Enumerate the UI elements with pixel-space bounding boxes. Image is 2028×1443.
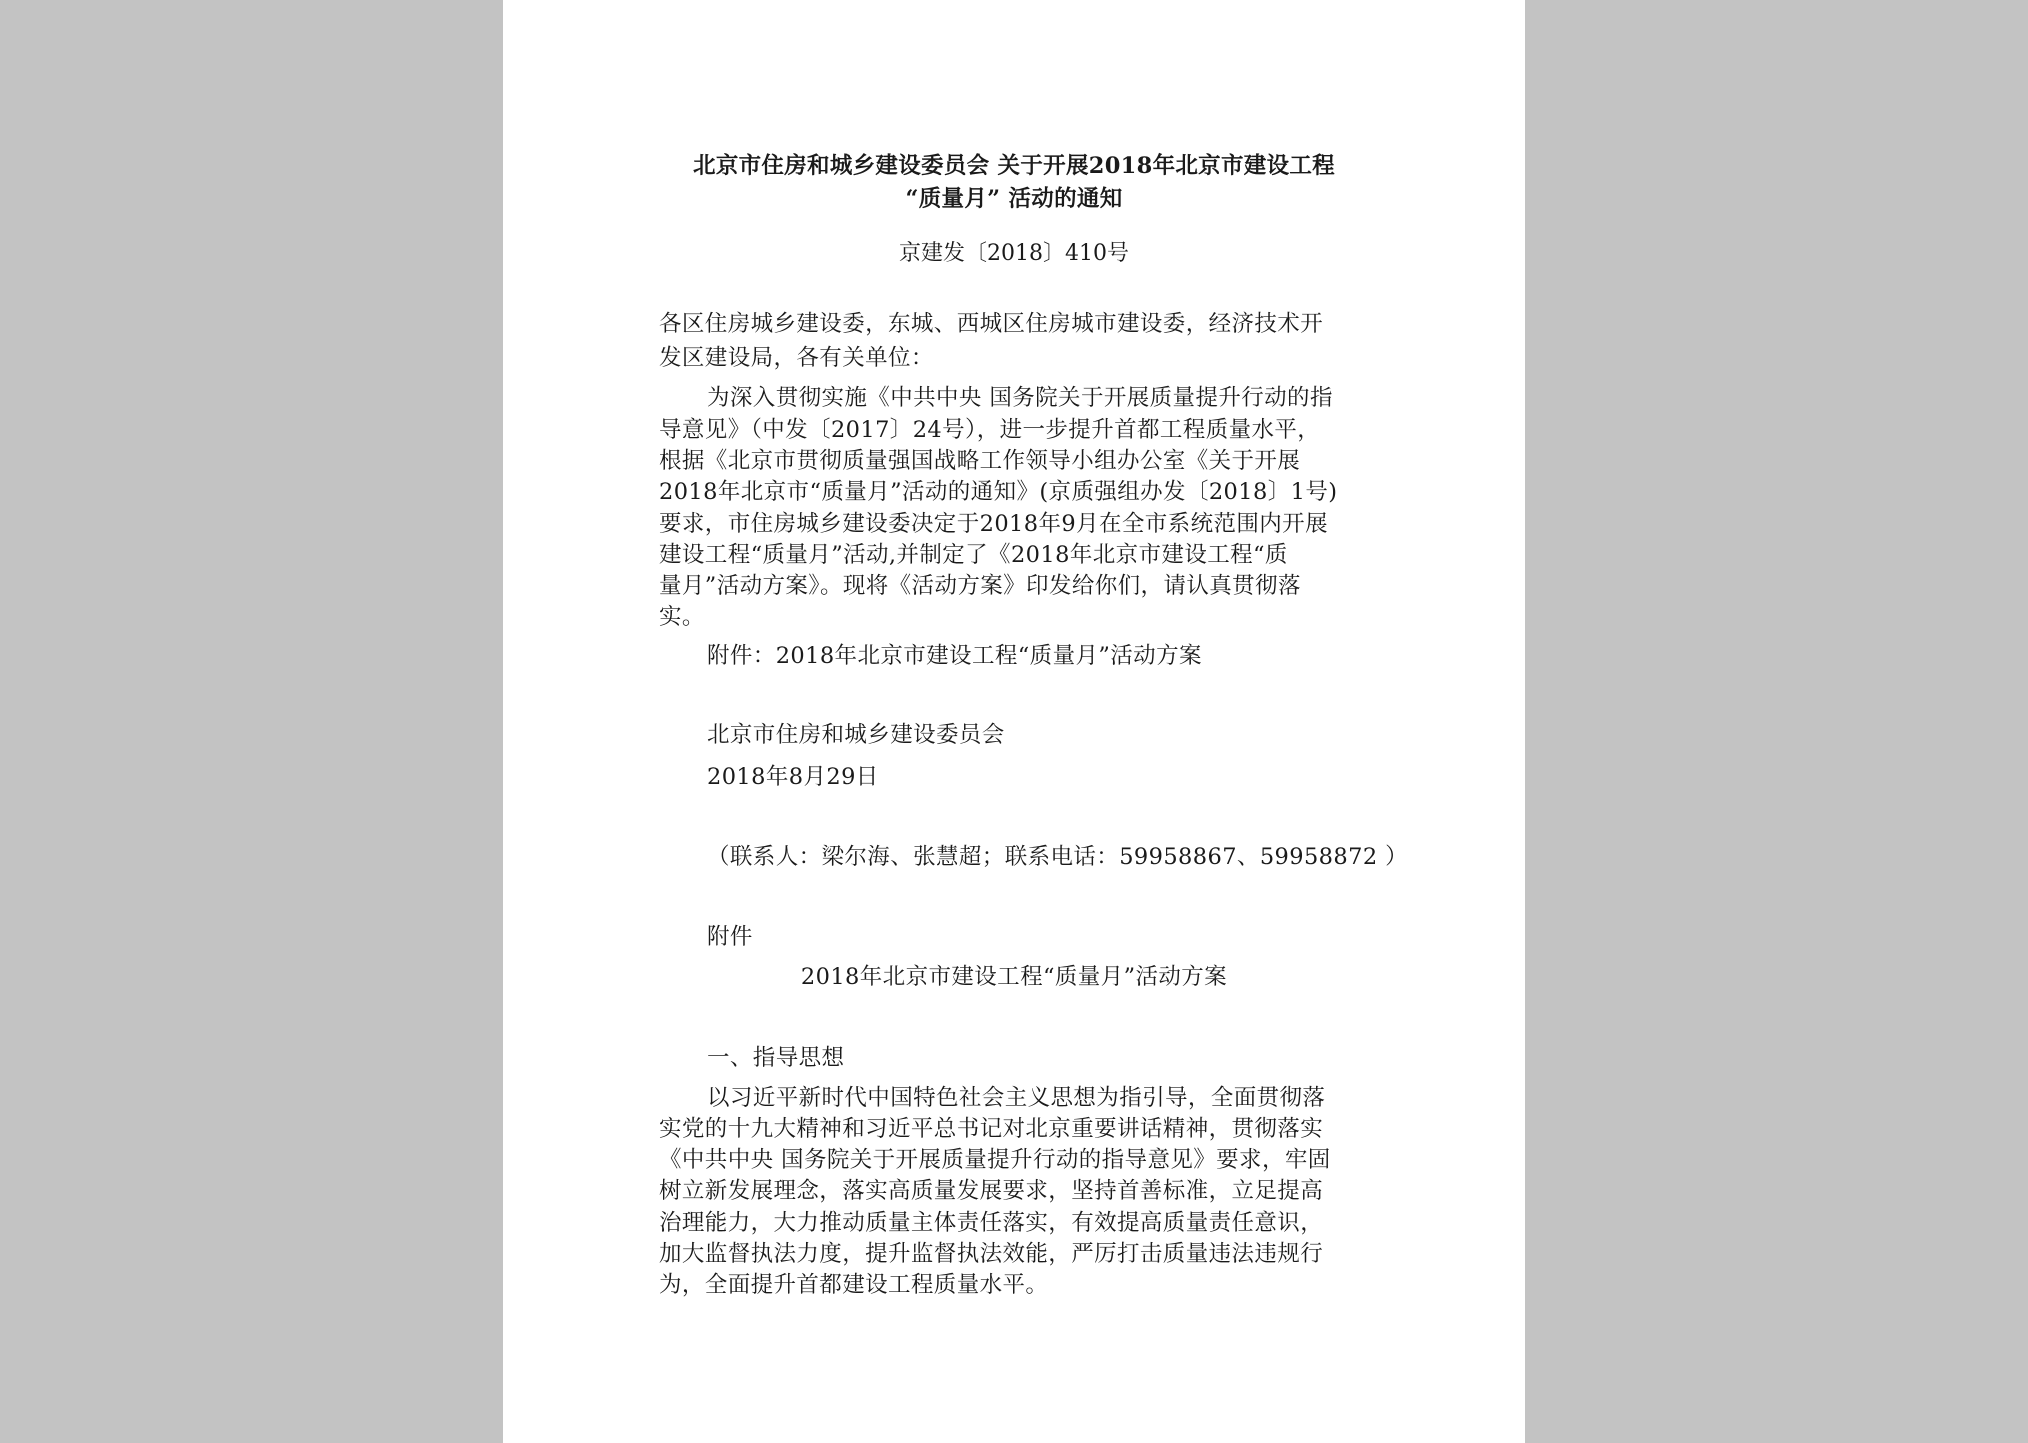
issue-date: 2018年8月29日 (707, 764, 879, 790)
body-paragraph-line: 实。 (659, 604, 705, 630)
body-paragraph-line: 根据《北京市贯彻质量强国战略工作领导小组办公室《关于开展 (659, 448, 1301, 474)
attachment-title: 2018年北京市建设工程“质量月”活动方案 (800, 964, 1228, 990)
body-paragraph-line: 要求，市住房城乡建设委决定于2018年9月在全市系统范围内开展 (659, 511, 1328, 537)
body-paragraph-line: 2018年北京市“质量月”活动的通知》(京质强组办发〔2018〕1号) (659, 479, 1338, 505)
body-paragraph-line: 导意见》（中发〔2017〕24号），进一步提升首都工程质量水平， (659, 417, 1321, 443)
section-paragraph-line: 《中共中央 国务院关于开展质量提升行动的指导意见》要求，牢固 (659, 1147, 1331, 1173)
body-paragraph-line: 建设工程“质量月”活动,并制定了《2018年北京市建设工程“质 (659, 542, 1288, 568)
contact-info: （联系人：梁尔海、张慧超；联系电话：59958867、59958872 ） (707, 844, 1408, 870)
addressee-line: 各区住房城乡建设委，东城、西城区住房城市建设委，经济技术开 (659, 311, 1324, 337)
section-paragraph-line: 治理能力，大力推动质量主体责任落实，有效提高质量责任意识， (659, 1210, 1324, 1236)
section-paragraph-line: 为，全面提升首都建设工程质量水平。 (659, 1272, 1049, 1298)
document-title-line-1: 北京市住房和城乡建设委员会 关于开展2018年北京市建设工程 (693, 153, 1335, 179)
body-paragraph-line: 为深入贯彻实施《中共中央 国务院关于开展质量提升行动的指 (707, 385, 1333, 411)
document-page (503, 0, 1525, 1443)
section-paragraph-line: 以习近平新时代中国特色社会主义思想为指引导，全面贯彻落 (707, 1085, 1326, 1111)
addressee-line: 发区建设局，各有关单位： (659, 345, 934, 371)
section-heading: 一、指导思想 (707, 1045, 845, 1071)
body-paragraph-line: 量月”活动方案》。现将《活动方案》印发给你们，请认真贯彻落 (659, 573, 1301, 599)
document-title-line-2: “质量月” 活动的通知 (905, 186, 1123, 212)
attachment-label: 附件 (707, 924, 753, 950)
issuer-name: 北京市住房和城乡建设委员会 (707, 722, 1005, 748)
section-paragraph-line: 树立新发展理念，落实高质量发展要求，坚持首善标准，立足提高 (659, 1178, 1324, 1204)
document-number: 京建发〔2018〕410号 (899, 241, 1129, 266)
attachment-note: 附件：2018年北京市建设工程“质量月”活动方案 (707, 643, 1202, 669)
section-paragraph-line: 加大监督执法力度，提升监督执法效能，严厉打击质量违法违规行 (659, 1241, 1324, 1267)
section-paragraph-line: 实党的十九大精神和习近平总书记对北京重要讲话精神，贯彻落实 (659, 1116, 1324, 1142)
